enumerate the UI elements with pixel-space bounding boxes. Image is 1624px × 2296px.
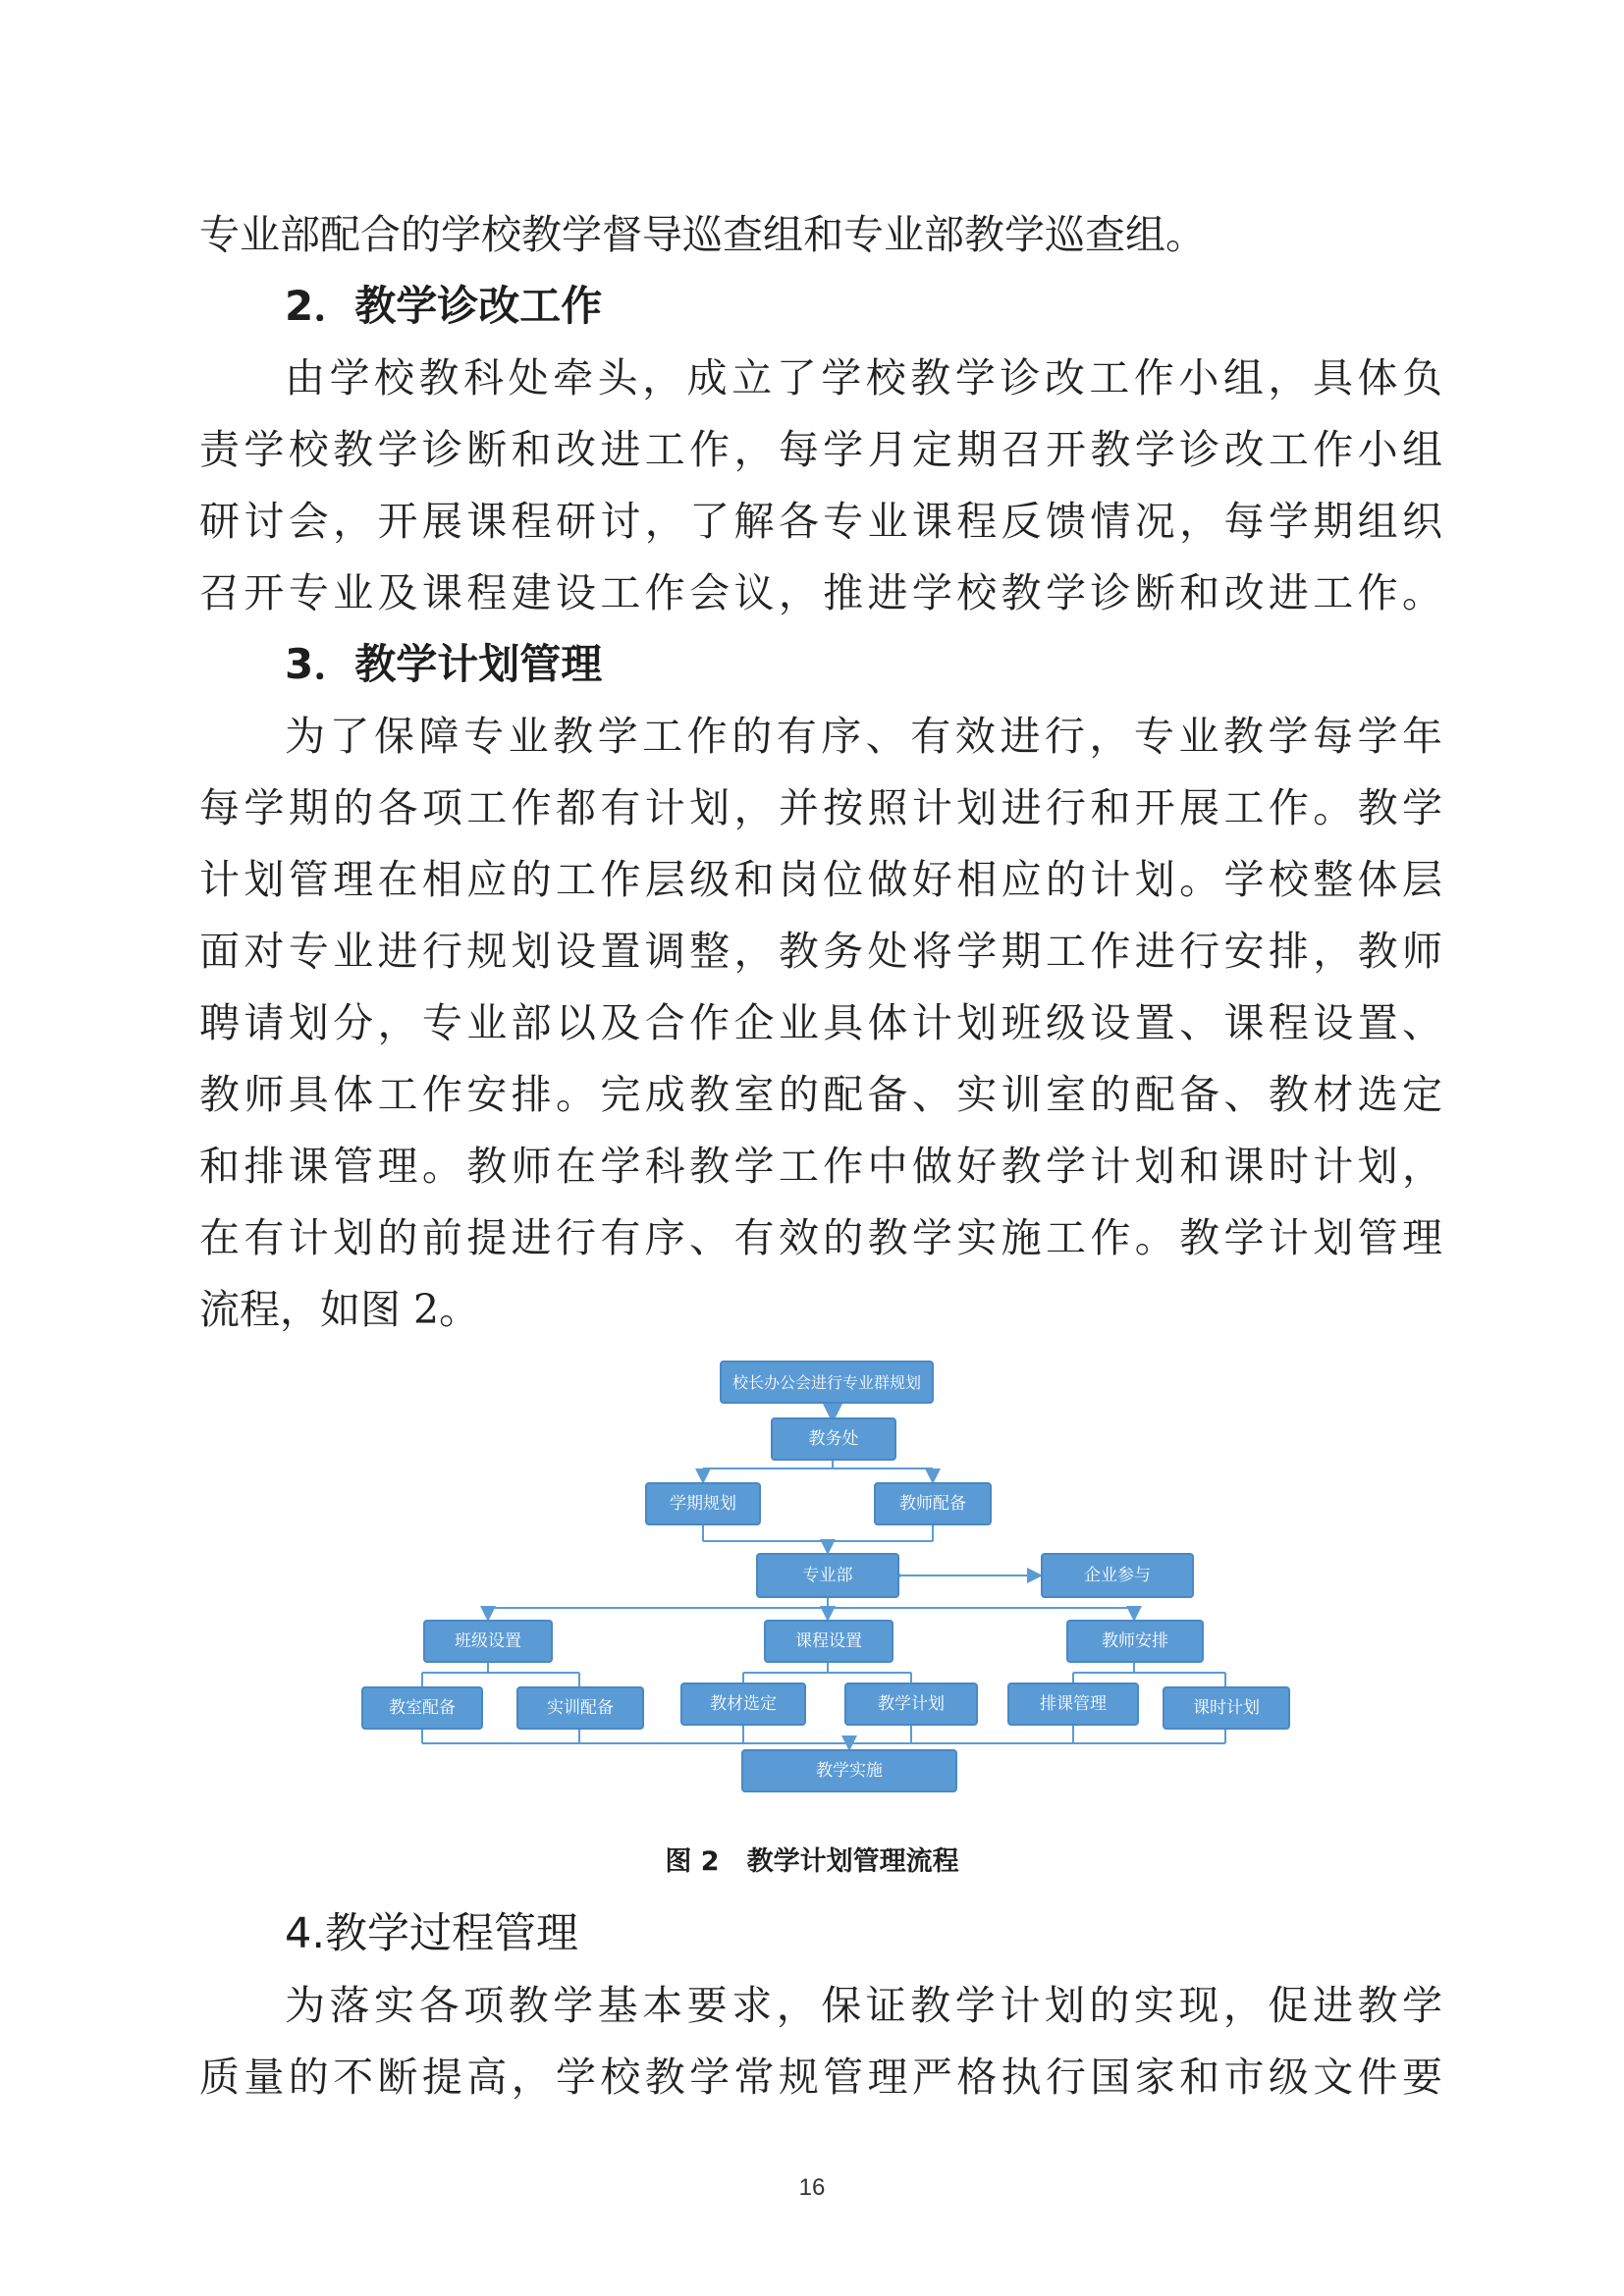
figure-title: 教学计划管理流程 (746, 1846, 959, 1877)
flow-node-course-setup: 课程设置 (764, 1620, 893, 1663)
section-heading-4: 4.教学过程管理 (285, 1909, 579, 1958)
figure-caption (0, 1845, 1624, 1879)
flow-node-enterprise-participation: 企业参与 (1041, 1553, 1194, 1598)
flow-node-teaching-implementation: 教学实施 (741, 1749, 957, 1792)
flow-node-teacher-arrangement: 教师安排 (1066, 1620, 1204, 1663)
flow-node-classroom-allocation: 教室配备 (361, 1686, 483, 1730)
figure-number: 图 2 (665, 1846, 720, 1877)
flow-node-semester-planning: 学期规划 (645, 1482, 761, 1525)
flow-node-teacher-allocation: 教师配备 (874, 1482, 992, 1525)
paragraph-line: 为了保障专业教学工作的有序、有效进行，专业教学每学年 (285, 713, 1442, 760)
paragraph-line: 质量的不断提高，学校教学常规管理严格执行国家和市级文件要 (199, 2054, 1442, 2101)
flow-node-academic-affairs: 教务处 (771, 1417, 896, 1461)
paragraph-line: 计划管理在相应的工作层级和岗位做好相应的计划。学校整体层 (199, 856, 1442, 903)
paragraph-line: 教师具体工作安排。完成教室的配备、实训室的配备、教材选定 (199, 1071, 1442, 1118)
paragraph-line: 聘请划分，专业部以及合作企业具体计划班级设置、课程设置、 (199, 999, 1442, 1046)
section-heading-2: 2．教学诊改工作 (285, 282, 603, 330)
paragraph-line: 专业部配合的学校教学督导巡查组和专业部教学巡查组。 (199, 211, 1206, 258)
flow-node-principal-office: 校长办公会进行专业群规划 (720, 1361, 934, 1404)
paragraph-line: 每学期的各项工作都有计划，并按照计划进行和开展工作。教学 (199, 784, 1442, 831)
page-number: 16 (798, 2174, 826, 2201)
section-heading-3: 3．教学计划管理 (285, 640, 603, 688)
paragraph-line: 召开专业及课程建设工作会议，推进学校教学诊断和改进工作。 (199, 569, 1442, 616)
paragraph-line: 研讨会，开展课程研讨，了解各专业课程反馈情况，每学期组织 (199, 498, 1442, 545)
paragraph-line: 在有计划的前提进行有序、有效的教学实施工作。教学计划管理 (199, 1214, 1442, 1261)
paragraph-line: 流程，如图 2。 (199, 1286, 480, 1333)
paragraph-line: 和排课管理。教师在学科教学工作中做好教学计划和课时计划， (199, 1143, 1442, 1190)
flow-node-schedule-management: 排课管理 (1007, 1682, 1139, 1726)
flow-node-lesson-plan: 课时计划 (1163, 1686, 1290, 1730)
paragraph-line: 面对专业进行规划设置调整，教务处将学期工作进行安排，教师 (199, 928, 1442, 975)
paragraph-line: 责学校教学诊断和改进工作，每学月定期召开教学诊改工作小组 (199, 426, 1442, 473)
flow-node-textbook-selection: 教材选定 (680, 1682, 806, 1726)
flow-node-training-allocation: 实训配备 (516, 1686, 644, 1730)
paragraph-line: 为落实各项教学基本要求，保证教学计划的实现，促进教学 (285, 1982, 1442, 2029)
flow-node-teaching-plan: 教学计划 (844, 1682, 978, 1726)
paragraph-line: 由学校教科处牵头，成立了学校教学诊改工作小组，具体负 (285, 354, 1442, 401)
flow-node-class-setup: 班级设置 (423, 1620, 553, 1663)
flow-node-professional-department: 专业部 (756, 1553, 899, 1598)
